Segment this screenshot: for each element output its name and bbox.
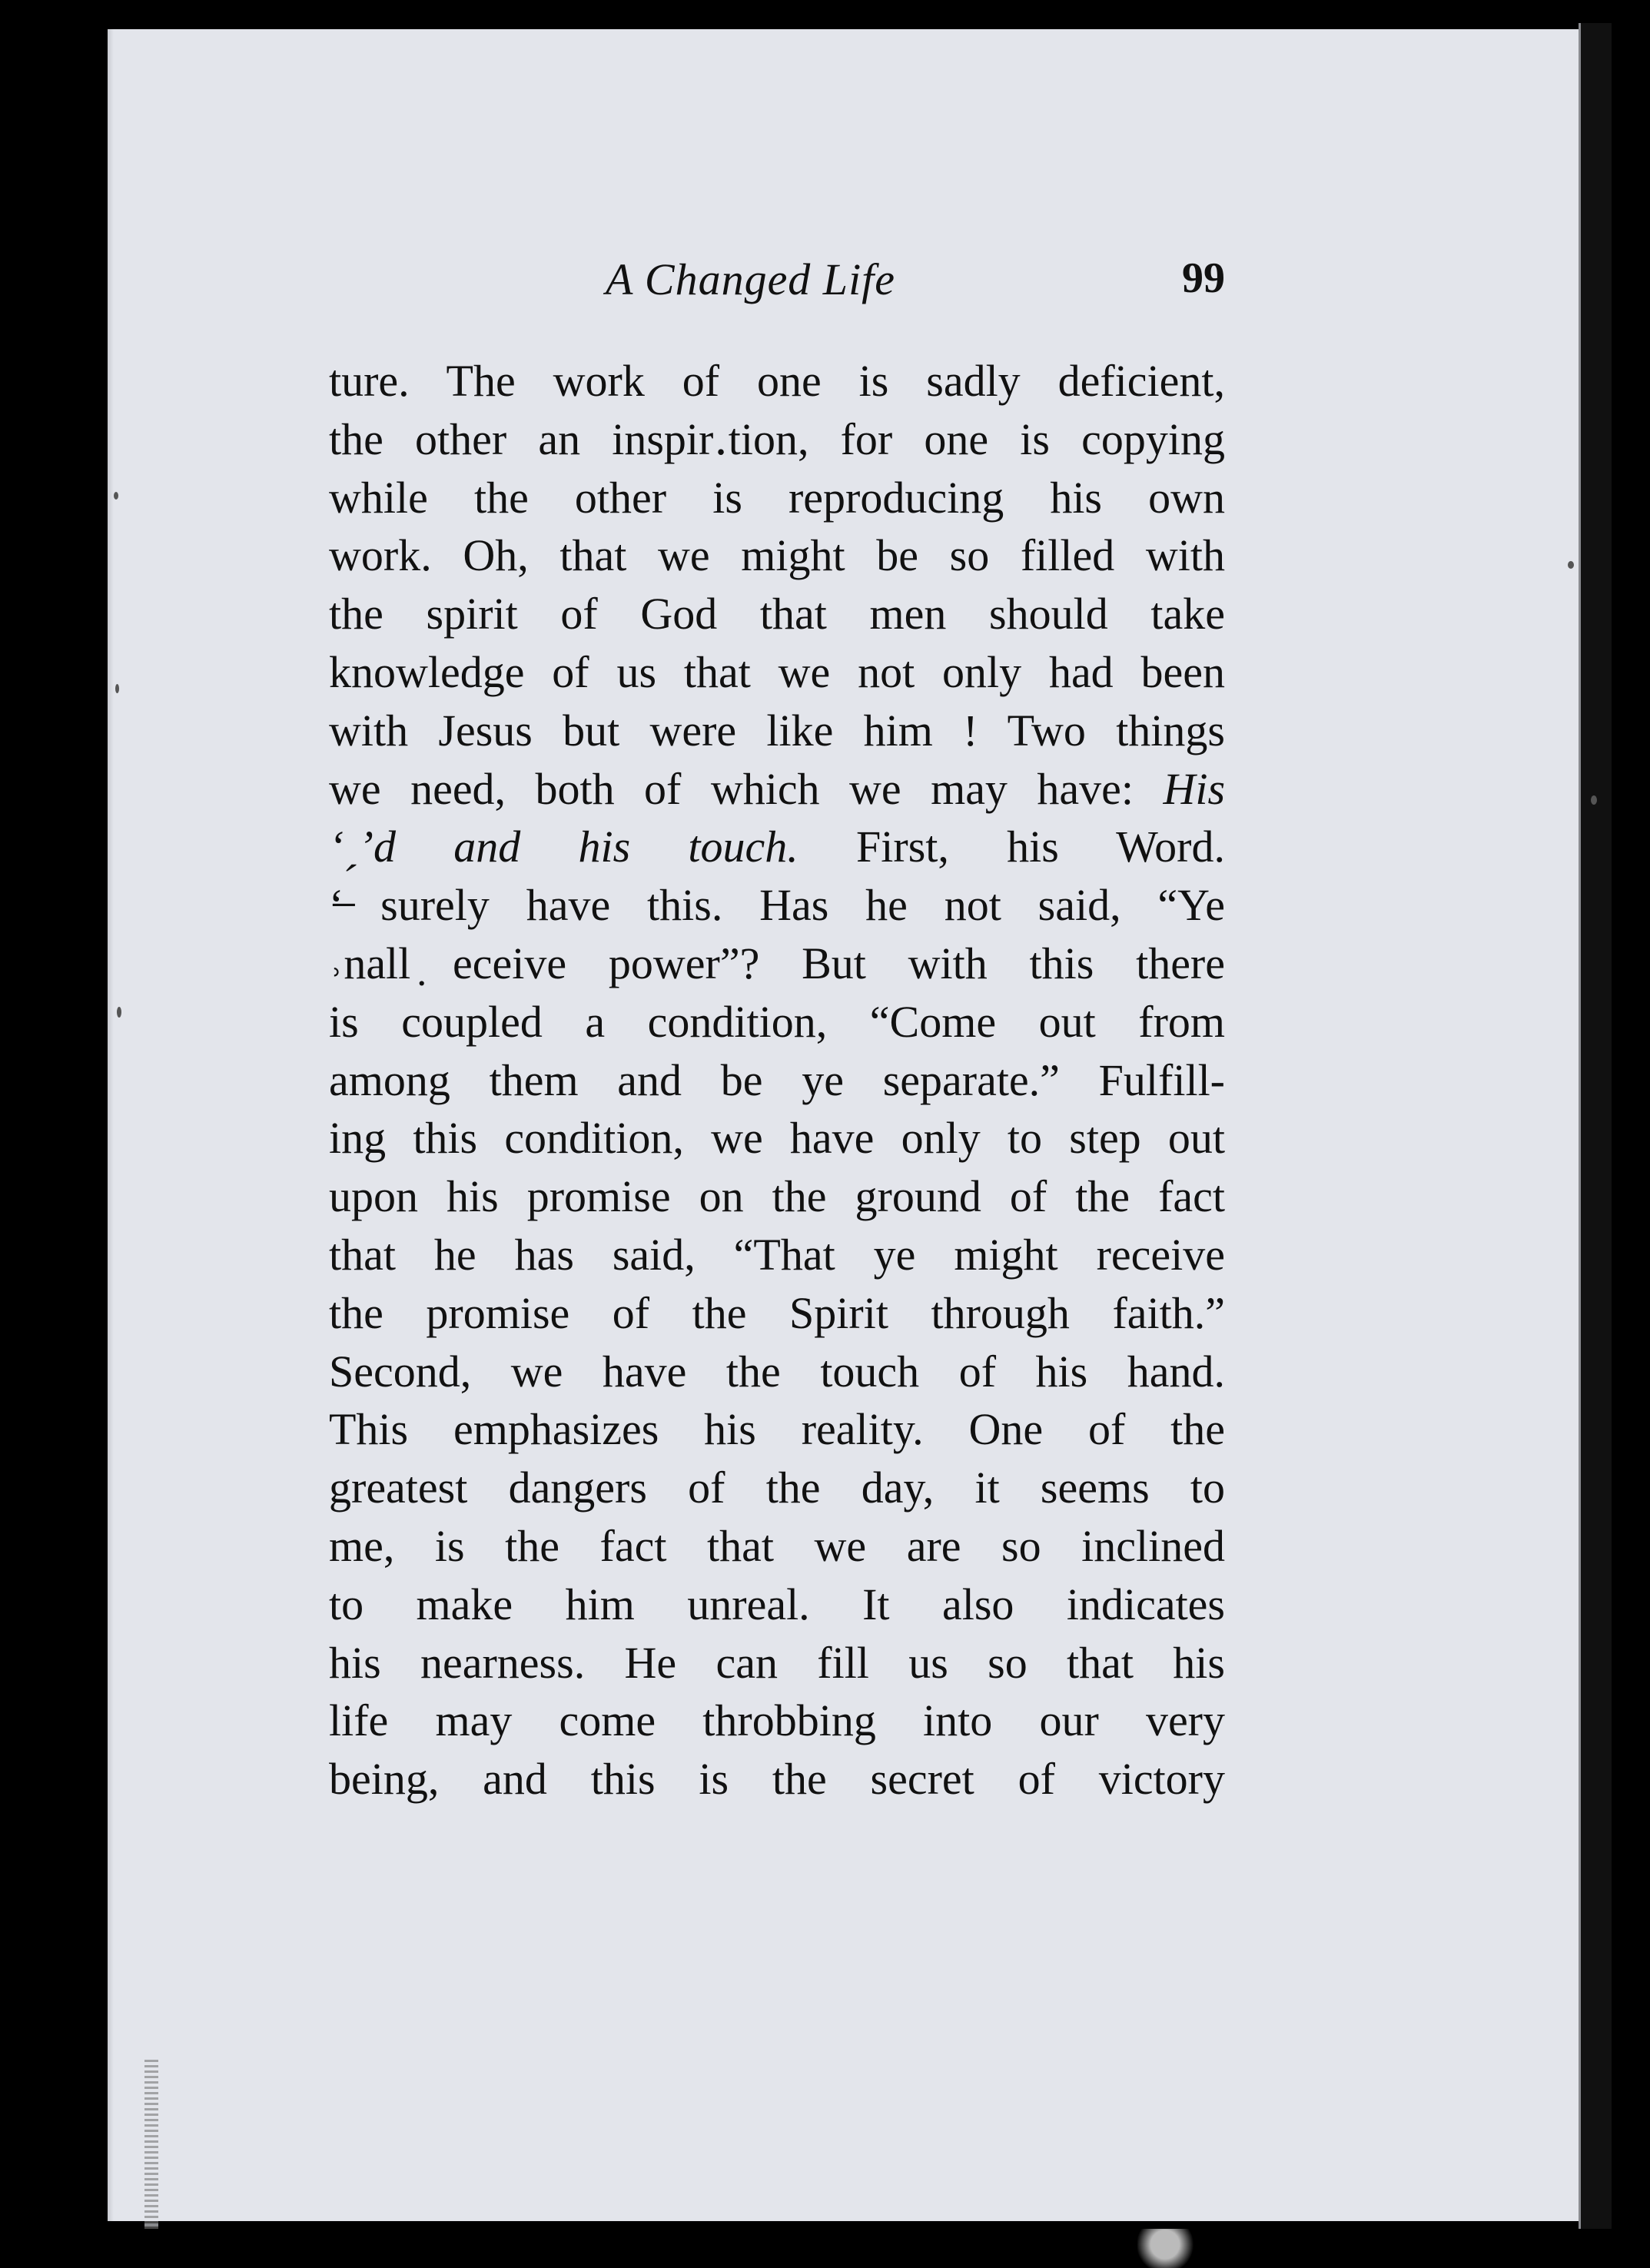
text-line: ture. The work of one is sadly deficient, bbox=[329, 356, 1225, 406]
page-gutter bbox=[108, 29, 114, 2221]
text-line: Second, we have the touch of his hand. bbox=[329, 1346, 1225, 1396]
text-line: the spirit of God that men should take bbox=[329, 589, 1225, 639]
text-line: with Jesus but were like him ! Two things bbox=[329, 705, 1225, 755]
text-line-mixed bbox=[329, 760, 1225, 819]
text-line: life may come throbbing into our very bbox=[329, 1695, 1225, 1746]
scan-speck bbox=[117, 1007, 121, 1018]
binding-strip bbox=[144, 2060, 158, 2229]
body-text bbox=[329, 352, 1225, 1808]
italic-segment: His bbox=[1163, 763, 1225, 814]
text-line: being, and this is the secret of victory bbox=[329, 1754, 1225, 1805]
text-line: his nearness. He can fill us so that his bbox=[329, 1637, 1225, 1688]
text-line: that he has said, “That ye might receive bbox=[329, 1229, 1225, 1280]
text-line: while the other is reproducing his own bbox=[329, 472, 1225, 523]
page-edge bbox=[1579, 23, 1612, 2229]
text-line: ˒nall ̣eceive power”? But with this there bbox=[329, 938, 1225, 988]
scan-speck bbox=[115, 684, 119, 693]
page-number: 99 bbox=[1182, 254, 1225, 302]
page-header bbox=[329, 254, 1225, 323]
text-segment: we need, both of which we may have: bbox=[329, 763, 1134, 814]
text-line: me, is the fact that we are so inclined bbox=[329, 1520, 1225, 1571]
text-line: the promise of the Spirit through faith.” bbox=[329, 1287, 1225, 1338]
text-line: greatest dangers of the day, it seems to bbox=[329, 1463, 1225, 1513]
text-line: work. Oh, that we might be so filled with bbox=[329, 530, 1225, 581]
text-line: knowledge of us that we not only had been bbox=[329, 646, 1225, 697]
text-segment: First, his Word. bbox=[856, 822, 1225, 872]
italic-segment: ʻˏ’d and his touch. bbox=[329, 822, 798, 872]
text-line: among them and be ye separate.” Fulfill- bbox=[329, 1054, 1225, 1105]
text-line: to make him unreal. It also indicates bbox=[329, 1579, 1225, 1629]
scan-speck bbox=[1568, 561, 1574, 569]
scan-blot bbox=[1137, 2229, 1207, 2268]
text-line: ʻ̶ surely have this. Has he not said, “Ye bbox=[329, 880, 1225, 931]
text-line: upon his promise on the ground of the fact bbox=[329, 1171, 1225, 1222]
text-line: This emphasizes his reality. One of the bbox=[329, 1404, 1225, 1455]
running-title: A Changed Life bbox=[606, 254, 896, 304]
scan-speck bbox=[114, 492, 118, 500]
text-line: is coupled a condition, “Come out from bbox=[329, 996, 1225, 1047]
scan-speck bbox=[1591, 795, 1597, 805]
text-line: the other an inspir․tion, for one is copying bbox=[329, 413, 1225, 464]
text-line-mixed bbox=[329, 818, 1225, 876]
text-line: ing this condition, we have only to step out bbox=[329, 1113, 1225, 1164]
